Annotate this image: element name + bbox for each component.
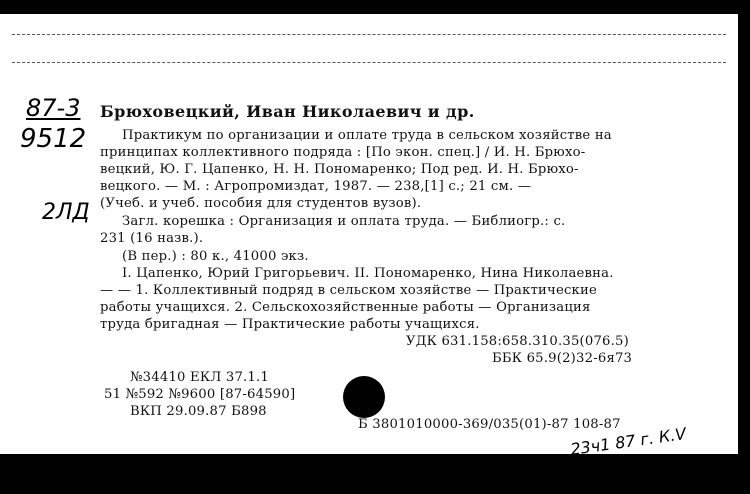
udk-code: УДК 631.158:658.310.35(076.5) xyxy=(406,334,629,349)
card-punch-hole xyxy=(343,376,385,418)
body-line-10: — — 1. Коллективный подряд в сельском хозяйстве — Практические xyxy=(100,283,597,298)
body-line-6: Загл. корешка : Организация и оплата труда. — Библиогр.: с. xyxy=(122,214,566,229)
body-line-9: I. Цапенко, Юрий Григорьевич. II. Пономаренко, Нина Николаевна. xyxy=(122,266,614,281)
body-line-8: (В пер.) : 80 к., 41000 экз. xyxy=(122,249,309,264)
catalog-card xyxy=(0,14,738,460)
body-line-5: (Учеб. и учеб. пособия для студентов вузов). xyxy=(100,196,422,211)
card-top-rule xyxy=(12,34,726,35)
card-second-rule xyxy=(12,62,726,63)
margin-mark: 2ЛД xyxy=(42,200,90,225)
call-number-top: 87-3 xyxy=(26,94,81,122)
bbk-code: ББК 65.9(2)32-6я73 xyxy=(492,351,633,366)
registration-line-1: №34410 ЕКЛ 37.1.1 xyxy=(130,370,269,385)
body-line-11: работы учащихся. 2. Сельскохозяйственные работы — Организация xyxy=(100,300,591,315)
body-line-4: вецкого. — М. : Агропромиздат, 1987. — 238,[1] с.; 21 см. — xyxy=(100,179,532,194)
isbn-line: Б 3801010000-369/035(01)-87 108-87 xyxy=(358,417,621,432)
body-line-7: 231 (16 назв.). xyxy=(100,231,204,246)
handwritten-note: 23ч1 87 г. К.V xyxy=(569,423,688,460)
registration-line-3: ВКП 29.09.87 Б898 xyxy=(130,404,267,419)
body-line-1: Практикум по организации и оплате труда в сельском хозяйстве на xyxy=(122,128,612,143)
author-heading: Брюховецкий, Иван Николаевич и др. xyxy=(100,102,475,121)
registration-line-2: 51 №592 №9600 [87-64590] xyxy=(104,387,296,402)
body-line-2: принципах коллективного подряда : [По экон. спец.] / И. Н. Брюхо- xyxy=(100,145,586,160)
call-number-bottom: 9512 xyxy=(20,124,87,154)
body-line-12: труда бригадная — Практические работы учащихся. xyxy=(100,317,480,332)
body-line-3: вецкий, Ю. Г. Цапенко, Н. Н. Пономаренко; Под ред. И. Н. Брюхо- xyxy=(100,162,579,177)
